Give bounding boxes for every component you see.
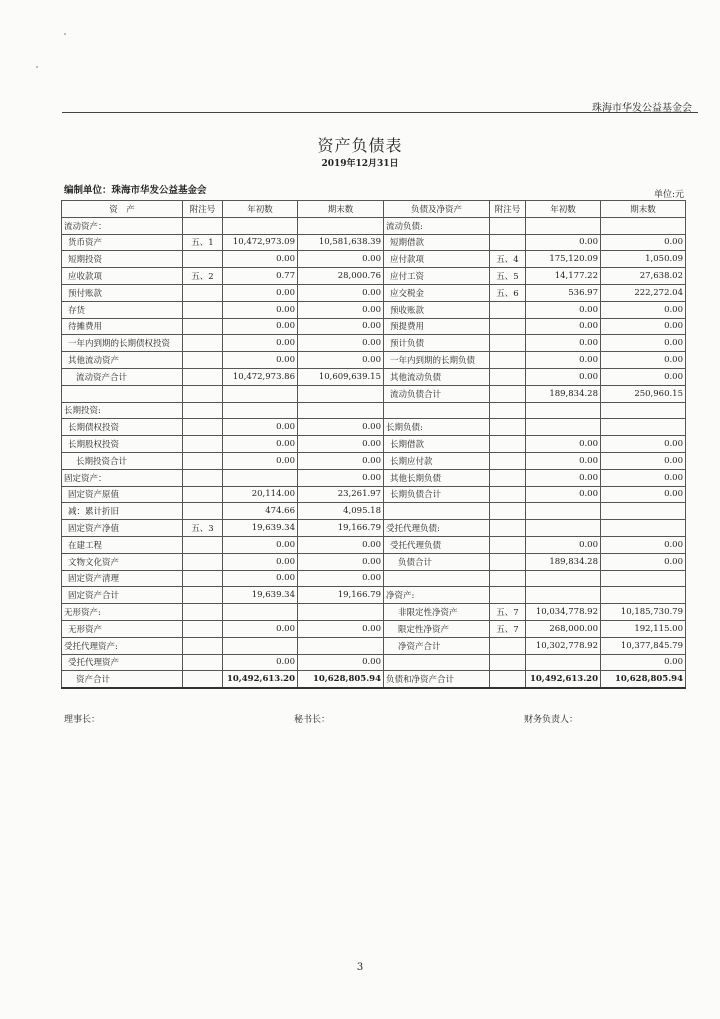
liability-item-cell: 长期应付款 — [384, 452, 490, 469]
liability-closing-cell: 0.00 — [601, 234, 686, 251]
header-liabilities-net-assets: 负债及净资产 — [384, 201, 490, 218]
asset-note-cell — [183, 402, 223, 419]
asset-note-cell: 五、3 — [183, 520, 223, 537]
liability-note-cell: 五、7 — [490, 620, 526, 637]
asset-opening-cell: 474.66 — [223, 503, 298, 520]
liability-item-cell: 应交税金 — [384, 284, 490, 301]
asset-closing-cell — [298, 385, 384, 402]
currency-unit: 单位:元 — [653, 190, 684, 200]
liability-opening-cell: 0.00 — [526, 486, 601, 503]
liability-closing-cell: 0.00 — [601, 469, 686, 486]
liability-opening-cell: 10,034,778.92 — [526, 604, 601, 621]
asset-item-cell: 受托代理资产: — [62, 637, 183, 654]
asset-note-cell — [183, 536, 223, 553]
asset-closing-cell: 0.00 — [298, 469, 384, 486]
asset-closing-cell: 19,166.79 — [298, 587, 384, 604]
asset-item-cell: 长期投资合计 — [62, 452, 183, 469]
liability-item-cell: 短期借款 — [384, 234, 490, 251]
liability-opening-cell: 0.00 — [526, 536, 601, 553]
liability-note-cell — [490, 217, 526, 234]
liability-opening-cell: 0.00 — [526, 352, 601, 369]
asset-closing-cell — [298, 402, 384, 419]
table-header-row — [62, 201, 686, 218]
asset-item-cell: 流动资产： — [62, 217, 183, 234]
liability-closing-cell: 10,185,730.79 — [601, 604, 686, 621]
asset-opening-cell: 0.00 — [223, 654, 298, 671]
asset-note-cell — [183, 352, 223, 369]
liability-item-cell: 长期负债: — [384, 419, 490, 436]
liability-closing-cell: 0.00 — [601, 654, 686, 671]
asset-closing-cell: 0.00 — [298, 654, 384, 671]
asset-item-cell: 应收款项 — [62, 268, 183, 285]
table-row — [62, 486, 686, 503]
liability-item-cell: 其他流动负债 — [384, 368, 490, 385]
header-opening-balance: 年初数 — [526, 201, 601, 218]
liability-closing-cell: 192,115.00 — [601, 620, 686, 637]
asset-opening-cell — [223, 385, 298, 402]
liability-opening-cell: 175,120.09 — [526, 251, 601, 268]
asset-opening-cell: 10,472,973.09 — [223, 234, 298, 251]
liability-item-cell — [384, 654, 490, 671]
table-row — [62, 284, 686, 301]
asset-item-cell: 受托代理资产 — [62, 654, 183, 671]
header-assets: 资 产 — [62, 201, 183, 218]
liability-item-cell: 应付工资 — [384, 268, 490, 285]
asset-opening-cell: 0.00 — [223, 436, 298, 453]
chairman-signature-label: 理事长： — [64, 715, 101, 725]
asset-opening-cell: 0.00 — [223, 452, 298, 469]
asset-closing-cell: 0.00 — [298, 251, 384, 268]
liability-closing-cell: 250,960.15 — [601, 385, 686, 402]
asset-item-cell: 无形资产 — [62, 620, 183, 637]
liability-closing-cell: 0.00 — [601, 553, 686, 570]
asset-note-cell — [183, 385, 223, 402]
asset-note-cell — [183, 671, 223, 688]
asset-item-cell: 固定资产清理 — [62, 570, 183, 587]
table-row — [62, 352, 686, 369]
table-row — [62, 604, 686, 621]
liability-note-cell — [490, 419, 526, 436]
asset-opening-cell: 20,114.00 — [223, 486, 298, 503]
liability-opening-cell: 14,177.22 — [526, 268, 601, 285]
liability-item-cell: 长期借款 — [384, 436, 490, 453]
liability-opening-cell — [526, 402, 601, 419]
asset-opening-cell: 19,639.34 — [223, 520, 298, 537]
asset-closing-cell: 10,628,805.94 — [298, 671, 384, 688]
liability-closing-cell — [601, 570, 686, 587]
asset-closing-cell: 23,261.97 — [298, 486, 384, 503]
liability-closing-cell — [601, 503, 686, 520]
table-row — [62, 301, 686, 318]
asset-item-cell: 在建工程 — [62, 536, 183, 553]
page-number: 3 — [356, 962, 364, 973]
header-rule — [62, 112, 698, 113]
asset-item-cell: 长期债权投资 — [62, 419, 183, 436]
asset-note-cell — [183, 503, 223, 520]
asset-item-cell: 固定资产净值 — [62, 520, 183, 537]
liability-closing-cell: 1,050.09 — [601, 251, 686, 268]
asset-closing-cell: 19,166.79 — [298, 520, 384, 537]
header-org-name: 珠海市华发公益基金会 — [592, 103, 692, 114]
liability-opening-cell: 10,492,613.20 — [526, 671, 601, 688]
liability-note-cell — [490, 587, 526, 604]
liability-item-cell — [384, 570, 490, 587]
asset-note-cell — [183, 553, 223, 570]
balance-sheet-table — [61, 200, 686, 689]
asset-closing-cell — [298, 637, 384, 654]
liability-opening-cell: 189,834.28 — [526, 553, 601, 570]
asset-note-cell — [183, 318, 223, 335]
liability-note-cell: 五、6 — [490, 284, 526, 301]
table-row — [62, 436, 686, 453]
asset-opening-cell: 10,492,613.20 — [223, 671, 298, 688]
asset-closing-cell: 0.00 — [298, 570, 384, 587]
liability-closing-cell: 0.00 — [601, 486, 686, 503]
table-row — [62, 570, 686, 587]
liability-note-cell — [490, 318, 526, 335]
asset-opening-cell: 0.00 — [223, 335, 298, 352]
liability-note-cell: 五、7 — [490, 604, 526, 621]
preparing-unit: 编制单位：珠海市华发公益基金会 — [64, 185, 207, 196]
liability-opening-cell: 268,000.00 — [526, 620, 601, 637]
asset-opening-cell — [223, 469, 298, 486]
liability-opening-cell — [526, 503, 601, 520]
table-row — [62, 637, 686, 654]
liability-note-cell — [490, 503, 526, 520]
liability-note-cell — [490, 402, 526, 419]
asset-closing-cell: 0.00 — [298, 620, 384, 637]
table-row — [62, 536, 686, 553]
table-row — [62, 503, 686, 520]
asset-opening-cell: 10,472,973.86 — [223, 368, 298, 385]
asset-note-cell — [183, 301, 223, 318]
page-title: 资产负债表 — [317, 136, 403, 155]
liability-closing-cell: 0.00 — [601, 301, 686, 318]
liability-opening-cell — [526, 587, 601, 604]
asset-item-cell: 待摊费用 — [62, 318, 183, 335]
liability-note-cell — [490, 335, 526, 352]
asset-closing-cell: 0.00 — [298, 284, 384, 301]
table-row — [62, 654, 686, 671]
liability-opening-cell: 0.00 — [526, 234, 601, 251]
asset-opening-cell: 19,639.34 — [223, 587, 298, 604]
liability-note-cell — [490, 570, 526, 587]
liability-note-cell — [490, 301, 526, 318]
liability-opening-cell: 0.00 — [526, 469, 601, 486]
liability-opening-cell: 10,302,778.92 — [526, 637, 601, 654]
asset-note-cell — [183, 284, 223, 301]
liability-item-cell: 受托代理负债: — [384, 520, 490, 537]
asset-opening-cell: 0.00 — [223, 536, 298, 553]
liability-note-cell — [490, 385, 526, 402]
liability-opening-cell — [526, 419, 601, 436]
asset-closing-cell: 0.00 — [298, 301, 384, 318]
liability-opening-cell — [526, 570, 601, 587]
asset-opening-cell — [223, 402, 298, 419]
liability-item-cell: 受托代理负债 — [384, 536, 490, 553]
asset-note-cell — [183, 620, 223, 637]
asset-note-cell — [183, 604, 223, 621]
table-row — [62, 318, 686, 335]
liability-note-cell — [490, 486, 526, 503]
table-row — [62, 587, 686, 604]
asset-closing-cell: 0.00 — [298, 452, 384, 469]
table-row — [62, 419, 686, 436]
asset-closing-cell — [298, 604, 384, 621]
liability-note-cell — [490, 536, 526, 553]
table-row — [62, 335, 686, 352]
liability-note-cell — [490, 436, 526, 453]
liability-closing-cell: 10,377,845.79 — [601, 637, 686, 654]
liability-closing-cell: 27,638.02 — [601, 268, 686, 285]
asset-note-cell — [183, 335, 223, 352]
table-row — [62, 469, 686, 486]
table-row — [62, 368, 686, 385]
liability-opening-cell — [526, 520, 601, 537]
asset-opening-cell — [223, 637, 298, 654]
liability-note-cell: 五、4 — [490, 251, 526, 268]
asset-opening-cell: 0.00 — [223, 419, 298, 436]
asset-note-cell — [183, 637, 223, 654]
asset-opening-cell: 0.00 — [223, 251, 298, 268]
table-row — [62, 385, 686, 402]
table-row — [62, 251, 686, 268]
liability-note-cell — [490, 654, 526, 671]
asset-note-cell — [183, 570, 223, 587]
header-note-no: 附注号 — [490, 201, 526, 218]
liability-closing-cell — [601, 402, 686, 419]
liability-note-cell — [490, 671, 526, 688]
liability-item-cell: 一年内到期的长期负债 — [384, 352, 490, 369]
table-row — [62, 520, 686, 537]
liability-item-cell: 净资产: — [384, 587, 490, 604]
asset-item-cell: 长期股权投资 — [62, 436, 183, 453]
asset-closing-cell: 0.00 — [298, 419, 384, 436]
liability-item-cell: 预提费用 — [384, 318, 490, 335]
asset-closing-cell: 0.00 — [298, 536, 384, 553]
header-opening-balance: 年初数 — [223, 201, 298, 218]
asset-item-cell: 无形资产: — [62, 604, 183, 621]
liability-item-cell: 负债和净资产合计 — [384, 671, 490, 688]
liability-item-cell: 长期负债合计 — [384, 486, 490, 503]
liability-note-cell: 五、5 — [490, 268, 526, 285]
table-row — [62, 268, 686, 285]
liability-item-cell: 非限定性净资产 — [384, 604, 490, 621]
asset-item-cell: 其他流动资产 — [62, 352, 183, 369]
liability-opening-cell: 0.00 — [526, 368, 601, 385]
asset-item-cell: 固定资产原值 — [62, 486, 183, 503]
asset-item-cell: 长期投资: — [62, 402, 183, 419]
asset-opening-cell: 0.00 — [223, 570, 298, 587]
liability-closing-cell — [601, 217, 686, 234]
liability-item-cell: 预计负债 — [384, 335, 490, 352]
asset-note-cell — [183, 486, 223, 503]
asset-closing-cell: 4,095.18 — [298, 503, 384, 520]
asset-closing-cell: 0.00 — [298, 335, 384, 352]
asset-opening-cell: 0.00 — [223, 284, 298, 301]
asset-item-cell: 一年内到期的长期债权投资 — [62, 335, 183, 352]
liability-note-cell — [490, 469, 526, 486]
asset-note-cell — [183, 654, 223, 671]
asset-item-cell: 固定资产： — [62, 469, 183, 486]
liability-opening-cell — [526, 654, 601, 671]
asset-item-cell: 短期投资 — [62, 251, 183, 268]
asset-item-cell: 货币资产 — [62, 234, 183, 251]
asset-opening-cell — [223, 217, 298, 234]
liability-item-cell: 负债合计 — [384, 553, 490, 570]
asset-item-cell: 预付账款 — [62, 284, 183, 301]
liability-opening-cell: 0.00 — [526, 301, 601, 318]
asset-closing-cell: 0.00 — [298, 352, 384, 369]
liability-opening-cell: 536.97 — [526, 284, 601, 301]
asset-closing-cell — [298, 217, 384, 234]
liability-item-cell — [384, 503, 490, 520]
asset-note-cell — [183, 217, 223, 234]
table-row — [62, 217, 686, 234]
table-row — [62, 234, 686, 251]
asset-item-cell: 文物文化资产 — [62, 553, 183, 570]
asset-opening-cell: 0.00 — [223, 352, 298, 369]
scan-speck — [64, 33, 66, 35]
report-date: 2019年12月31日 — [321, 159, 399, 169]
asset-item-cell: 固定资产合计 — [62, 587, 183, 604]
liability-note-cell — [490, 452, 526, 469]
asset-item-cell: 流动资产合计 — [62, 368, 183, 385]
table-row — [62, 620, 686, 637]
liability-note-cell — [490, 520, 526, 537]
asset-note-cell — [183, 251, 223, 268]
asset-item-cell: 存货 — [62, 301, 183, 318]
table-row — [62, 402, 686, 419]
asset-note-cell: 五、1 — [183, 234, 223, 251]
asset-note-cell — [183, 469, 223, 486]
liability-item-cell: 其他长期负债 — [384, 469, 490, 486]
liability-closing-cell: 0.00 — [601, 368, 686, 385]
asset-opening-cell: 0.00 — [223, 318, 298, 335]
liability-note-cell — [490, 637, 526, 654]
asset-closing-cell: 10,609,639.15 — [298, 368, 384, 385]
asset-closing-cell: 28,000.76 — [298, 268, 384, 285]
header-closing-balance: 期末数 — [601, 201, 686, 218]
asset-note-cell — [183, 436, 223, 453]
liability-closing-cell: 0.00 — [601, 352, 686, 369]
liability-opening-cell: 189,834.28 — [526, 385, 601, 402]
liability-note-cell — [490, 368, 526, 385]
liability-item-cell: 预收账款 — [384, 301, 490, 318]
asset-note-cell — [183, 419, 223, 436]
liability-closing-cell: 0.00 — [601, 318, 686, 335]
asset-note-cell — [183, 452, 223, 469]
asset-opening-cell — [223, 604, 298, 621]
liability-item-cell: 流动负债合计 — [384, 385, 490, 402]
liability-opening-cell — [526, 217, 601, 234]
liability-closing-cell — [601, 587, 686, 604]
asset-note-cell — [183, 587, 223, 604]
asset-closing-cell: 0.00 — [298, 436, 384, 453]
header-closing-balance: 期末数 — [298, 201, 384, 218]
scan-speck — [36, 66, 38, 68]
liability-item-cell: 限定性净资产 — [384, 620, 490, 637]
finance-signature-label: 财务负责人： — [524, 715, 579, 725]
secretary-signature-label: 秘书长： — [294, 715, 331, 725]
liability-opening-cell: 0.00 — [526, 436, 601, 453]
asset-closing-cell: 0.00 — [298, 553, 384, 570]
asset-opening-cell: 0.00 — [223, 301, 298, 318]
liability-closing-cell — [601, 419, 686, 436]
liability-closing-cell: 0.00 — [601, 452, 686, 469]
liability-closing-cell: 222,272.04 — [601, 284, 686, 301]
asset-opening-cell: 0.00 — [223, 553, 298, 570]
table-row — [62, 452, 686, 469]
asset-item-cell: 减：累计折旧 — [62, 503, 183, 520]
liability-note-cell — [490, 352, 526, 369]
table-row — [62, 671, 686, 688]
asset-note-cell — [183, 368, 223, 385]
liability-note-cell — [490, 234, 526, 251]
asset-item-cell — [62, 385, 183, 402]
liability-opening-cell: 0.00 — [526, 335, 601, 352]
liability-closing-cell: 0.00 — [601, 335, 686, 352]
liability-closing-cell: 10,628,805.94 — [601, 671, 686, 688]
liability-item-cell: 应付款项 — [384, 251, 490, 268]
liability-note-cell — [490, 553, 526, 570]
liability-closing-cell: 0.00 — [601, 436, 686, 453]
asset-closing-cell: 10,581,638.39 — [298, 234, 384, 251]
liability-item-cell: 流动负债: — [384, 217, 490, 234]
liability-closing-cell: 0.00 — [601, 536, 686, 553]
liability-closing-cell — [601, 520, 686, 537]
liability-item-cell — [384, 402, 490, 419]
header-note-no: 附注号 — [183, 201, 223, 218]
asset-closing-cell: 0.00 — [298, 318, 384, 335]
table-row — [62, 553, 686, 570]
liability-opening-cell: 0.00 — [526, 318, 601, 335]
asset-note-cell: 五、2 — [183, 268, 223, 285]
asset-item-cell: 资产合计 — [62, 671, 183, 688]
asset-opening-cell: 0.00 — [223, 620, 298, 637]
liability-item-cell: 净资产合计 — [384, 637, 490, 654]
liability-opening-cell: 0.00 — [526, 452, 601, 469]
asset-opening-cell: 0.77 — [223, 268, 298, 285]
